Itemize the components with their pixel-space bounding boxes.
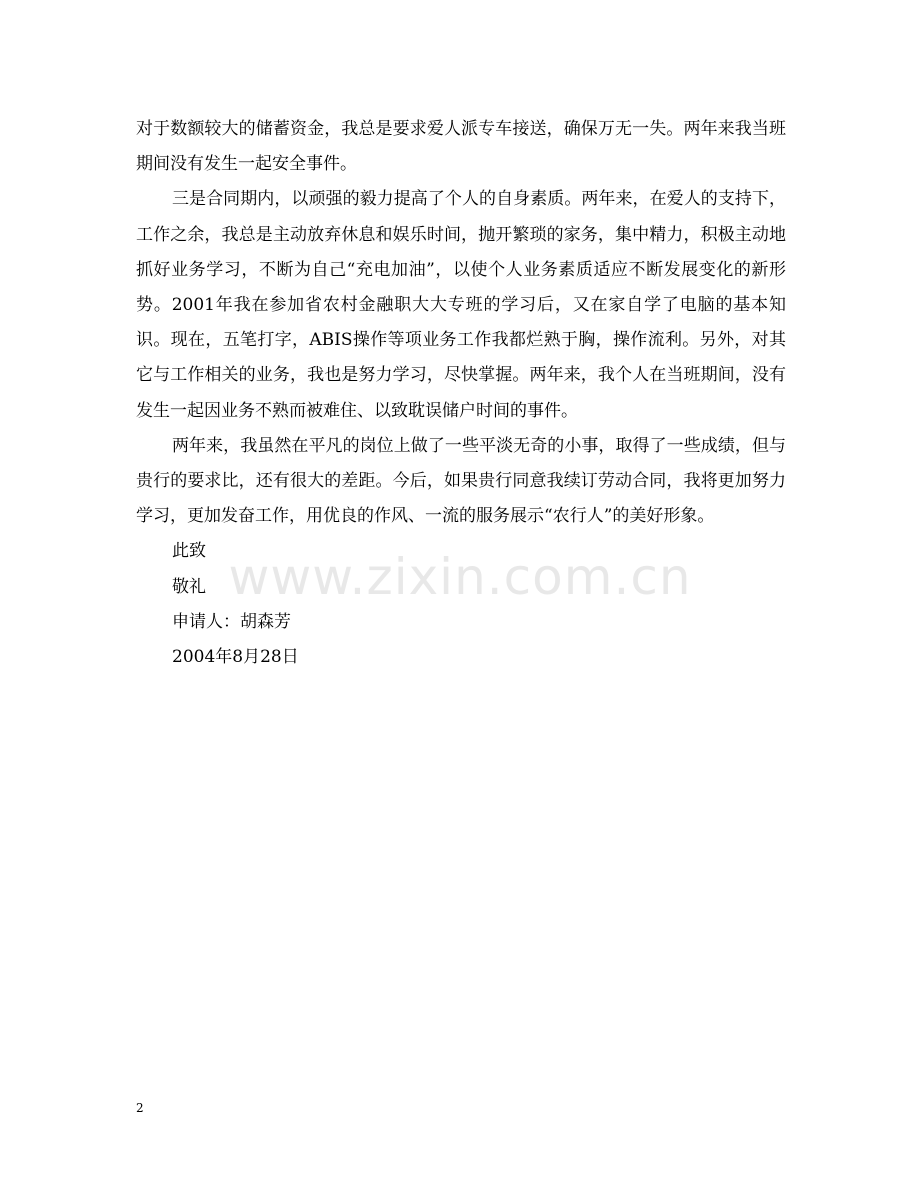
page-number: 2: [136, 1101, 144, 1115]
paragraph-2: 三是合同期内，以顽强的毅力提高了个人的自身素质。两年来，在爱人的支持下，工作之余，我总是主动放弃休息和娱乐时间，抛开繁琐的家务，集中精力，积极主动地抓好业务学习，不断为自己“充电加油”，以使个人业务素质适应不断发展变化的新形势。2001年我在参加省农村金融职大大专班的学习后，又在家自学了电脑的基本知识。现在，五笔打字，ABIS操作等项业务工作我都烂熟于胸，操作流利。另外，对其它与工作相关的业务，我也是努力学习，尽快掌握。两年来，我个人在当班期间，没有发生一起因业务不熟而被难住、以致耽误储户时间的事件。: [136, 189, 786, 421]
closing-regards: 敬礼: [172, 576, 206, 597]
letter-date: 2004年8月28日: [172, 647, 299, 668]
closing-salutation: 此致: [172, 541, 206, 562]
watermark: www.zixin.com.cn: [228, 548, 692, 606]
applicant-signature: 申请人：胡森芳: [172, 611, 291, 632]
paragraph-3: 两年来，我虽然在平凡的岗位上做了一些平淡无奇的小事，取得了一些成绩，但与贵行的要求比，还有很大的差距。今后，如果贵行同意我续订劳动合同，我将更加努力学习，更加发奋工作，用优良的作风、一流的服务展示“农行人”的美好形象。: [136, 435, 786, 527]
paragraph-1: 对于数额较大的储蓄资金，我总是要求爱人派专车接送，确保万无一失。两年来我当班期间没有发生一起安全事件。: [136, 119, 786, 175]
letter-body: [136, 112, 786, 675]
